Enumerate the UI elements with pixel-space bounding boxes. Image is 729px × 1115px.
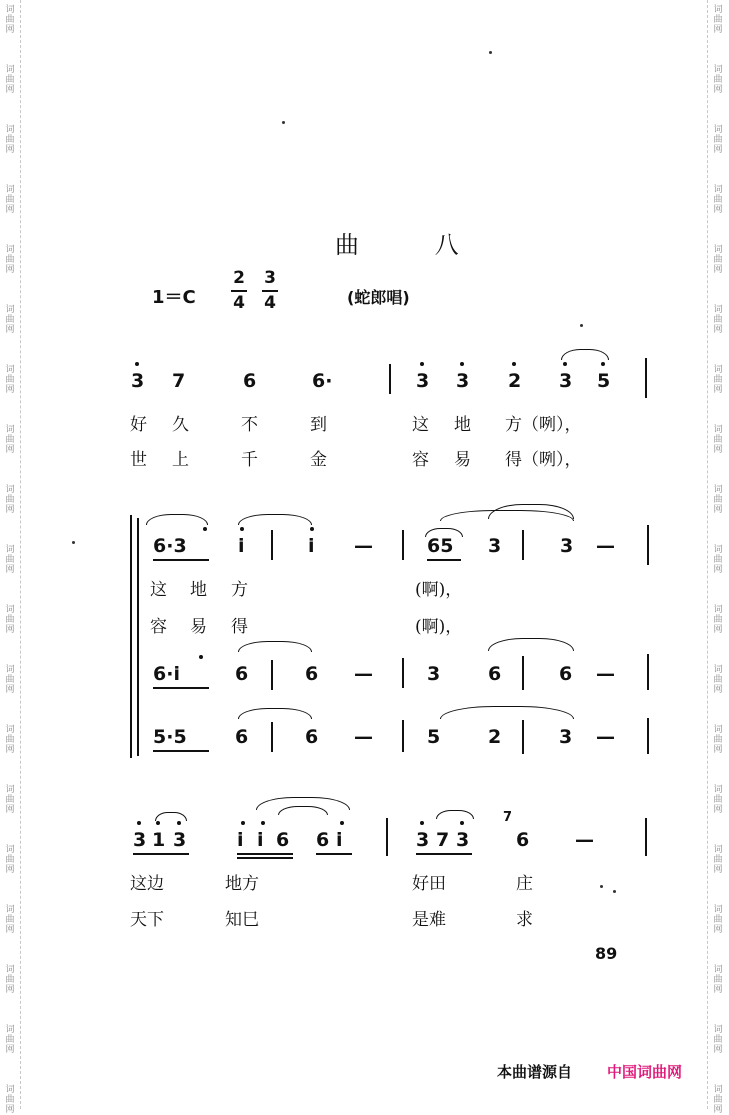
note: 6 (235, 726, 249, 748)
note: 6·i (153, 663, 180, 685)
watermark-text: 词 曲 网 (713, 1025, 723, 1055)
lyric: 容 (412, 450, 429, 470)
grace-note: 7 (503, 810, 513, 825)
note: 3 (488, 535, 502, 557)
time-signature-2: 3 4 (262, 268, 278, 314)
note: — (575, 829, 594, 851)
note: i (237, 829, 244, 851)
tie (238, 514, 312, 525)
note: 6 (559, 663, 573, 685)
watermark-text: 词 曲 网 (713, 545, 723, 575)
watermark-text: 词 曲 网 (713, 185, 723, 215)
time-signature-1: 2 4 (231, 268, 247, 314)
watermark-text: 词 曲 网 (5, 545, 15, 575)
note: 2 (508, 370, 522, 392)
note: 5 (597, 370, 611, 392)
note: 3 (560, 535, 574, 557)
note: 3 (173, 829, 187, 851)
note: 6·3 (153, 535, 187, 557)
note: — (596, 535, 615, 557)
note: 3 (131, 370, 145, 392)
lyric: 地 (454, 415, 471, 435)
watermark-text: 词 曲 网 (5, 1025, 15, 1055)
slur (278, 806, 328, 815)
lyric: 求 (516, 910, 533, 930)
source-label: 本曲谱源自 (497, 1063, 573, 1081)
barline (386, 818, 388, 856)
watermark-text: 词 曲 网 (713, 5, 723, 35)
watermark-text: 词 曲 网 (5, 845, 15, 875)
lyric: 地 (190, 580, 207, 600)
lyric: 好田 (412, 874, 446, 894)
watermark-text: 词 曲 网 (713, 845, 723, 875)
slur (436, 810, 474, 819)
watermark-text: 词 曲 网 (5, 305, 15, 335)
watermark-text: 词 曲 网 (5, 125, 15, 155)
slur (146, 514, 208, 525)
note: 5·5 (153, 726, 187, 748)
watermark-text: 词 曲 网 (713, 605, 723, 635)
note: 3 (133, 829, 147, 851)
watermark-text: 词 曲 网 (713, 965, 723, 995)
slur (155, 812, 187, 821)
page-number: 89 (595, 944, 618, 963)
lyric: (啊)， (415, 617, 463, 637)
note: — (354, 726, 373, 748)
lyric: 这 (150, 580, 167, 600)
lyric: 方（咧）， (505, 415, 582, 435)
watermark-text: 词 曲 网 (5, 905, 15, 935)
note: 6· (312, 370, 333, 392)
note: — (354, 663, 373, 685)
note: 6 (235, 663, 249, 685)
note: 6 (488, 663, 502, 685)
note: i (257, 829, 264, 851)
watermark-text: 词 曲 网 (713, 905, 723, 935)
note: 65 (427, 535, 454, 557)
note: 3 (456, 829, 470, 851)
note: 2 (488, 726, 502, 748)
watermark-text: 词 曲 网 (5, 1085, 15, 1115)
tie (238, 708, 312, 719)
lyric: 地方 (225, 874, 259, 894)
barline (271, 530, 273, 560)
lyric: 到 (310, 415, 327, 435)
key-signature: 1＝C (152, 287, 196, 308)
watermark-text: 词 曲 网 (5, 785, 15, 815)
watermark-text: 词 曲 网 (5, 425, 15, 455)
watermark-column-right (707, 0, 728, 1115)
lyric: 知巳 (225, 910, 259, 930)
tie (440, 706, 574, 719)
watermark-text: 词 曲 网 (5, 965, 15, 995)
watermark-text: 词 曲 网 (5, 725, 15, 755)
note: 6 (516, 829, 530, 851)
barline (647, 525, 649, 565)
lyric: 易 (190, 617, 207, 637)
lyric: 这边 (130, 874, 164, 894)
note: — (354, 535, 373, 557)
system-brace (130, 515, 142, 758)
note: 6 (243, 370, 257, 392)
performer-label: (蛇郎唱) (347, 288, 410, 307)
note: 7 (436, 829, 450, 851)
barline (645, 818, 647, 856)
watermark-text: 词 曲 网 (713, 365, 723, 395)
lyric: 是难 (412, 910, 446, 930)
note: 1 (152, 829, 166, 851)
lyric: 世 (130, 450, 147, 470)
watermark-text: 词 曲 网 (5, 605, 15, 635)
lyric: 庄 (516, 874, 533, 894)
note: 3 (427, 663, 441, 685)
barline (645, 358, 647, 398)
lyric: 久 (172, 415, 189, 435)
watermark-text: 词 曲 网 (713, 245, 723, 275)
watermark-text: 词 曲 网 (713, 1085, 723, 1115)
song-title: 曲 八 (335, 231, 493, 259)
note: — (596, 663, 615, 685)
source-site-link[interactable]: 中国词曲网 (607, 1063, 683, 1081)
lyric: 不 (241, 415, 258, 435)
watermark-text: 词 曲 网 (713, 65, 723, 95)
tie (238, 641, 312, 652)
note: 3 (559, 370, 573, 392)
lyric: 这 (412, 415, 429, 435)
note: i (308, 535, 315, 557)
lyric: 天下 (130, 910, 164, 930)
note: 6 (316, 829, 330, 851)
note: 3 (416, 829, 430, 851)
watermark-text: 词 曲 网 (713, 725, 723, 755)
lyric: 容 (150, 617, 167, 637)
watermark-text: 词 曲 网 (713, 125, 723, 155)
note: 6 (305, 663, 319, 685)
lyric: 方 (231, 580, 248, 600)
note: 6 (276, 829, 290, 851)
note: — (596, 726, 615, 748)
watermark-text: 词 曲 网 (713, 425, 723, 455)
note: i (336, 829, 343, 851)
note: 7 (172, 370, 186, 392)
watermark-text: 词 曲 网 (5, 485, 15, 515)
barline (402, 530, 404, 560)
note: 6 (305, 726, 319, 748)
tie (488, 638, 574, 651)
lyric: (啊)， (415, 580, 463, 600)
watermark-text: 词 曲 网 (5, 185, 15, 215)
note: i (238, 535, 245, 557)
barline (389, 364, 391, 394)
system-brace-inner (137, 518, 139, 756)
note: 3 (416, 370, 430, 392)
lyric: 千 (241, 450, 258, 470)
watermark-text: 词 曲 网 (713, 665, 723, 695)
barline (522, 530, 524, 560)
watermark-text: 词 曲 网 (713, 305, 723, 335)
lyric: 易 (454, 450, 471, 470)
note: 3 (456, 370, 470, 392)
watermark-text: 词 曲 网 (713, 485, 723, 515)
note: 3 (559, 726, 573, 748)
lyric: 得 (231, 617, 248, 637)
watermark-text: 词 曲 网 (5, 365, 15, 395)
lyric: 好 (130, 415, 147, 435)
watermark-column-left (0, 0, 21, 1115)
watermark-text: 词 曲 网 (5, 65, 15, 95)
lyric: 得（咧）， (505, 450, 582, 470)
watermark-text: 词 曲 网 (713, 785, 723, 815)
watermark-text: 词 曲 网 (5, 5, 15, 35)
watermark-text: 词 曲 网 (5, 665, 15, 695)
slur (440, 510, 574, 521)
lyric: 上 (172, 450, 189, 470)
note: 5 (427, 726, 441, 748)
lyric: 金 (310, 450, 327, 470)
watermark-text: 词 曲 网 (5, 245, 15, 275)
slur (561, 349, 609, 360)
